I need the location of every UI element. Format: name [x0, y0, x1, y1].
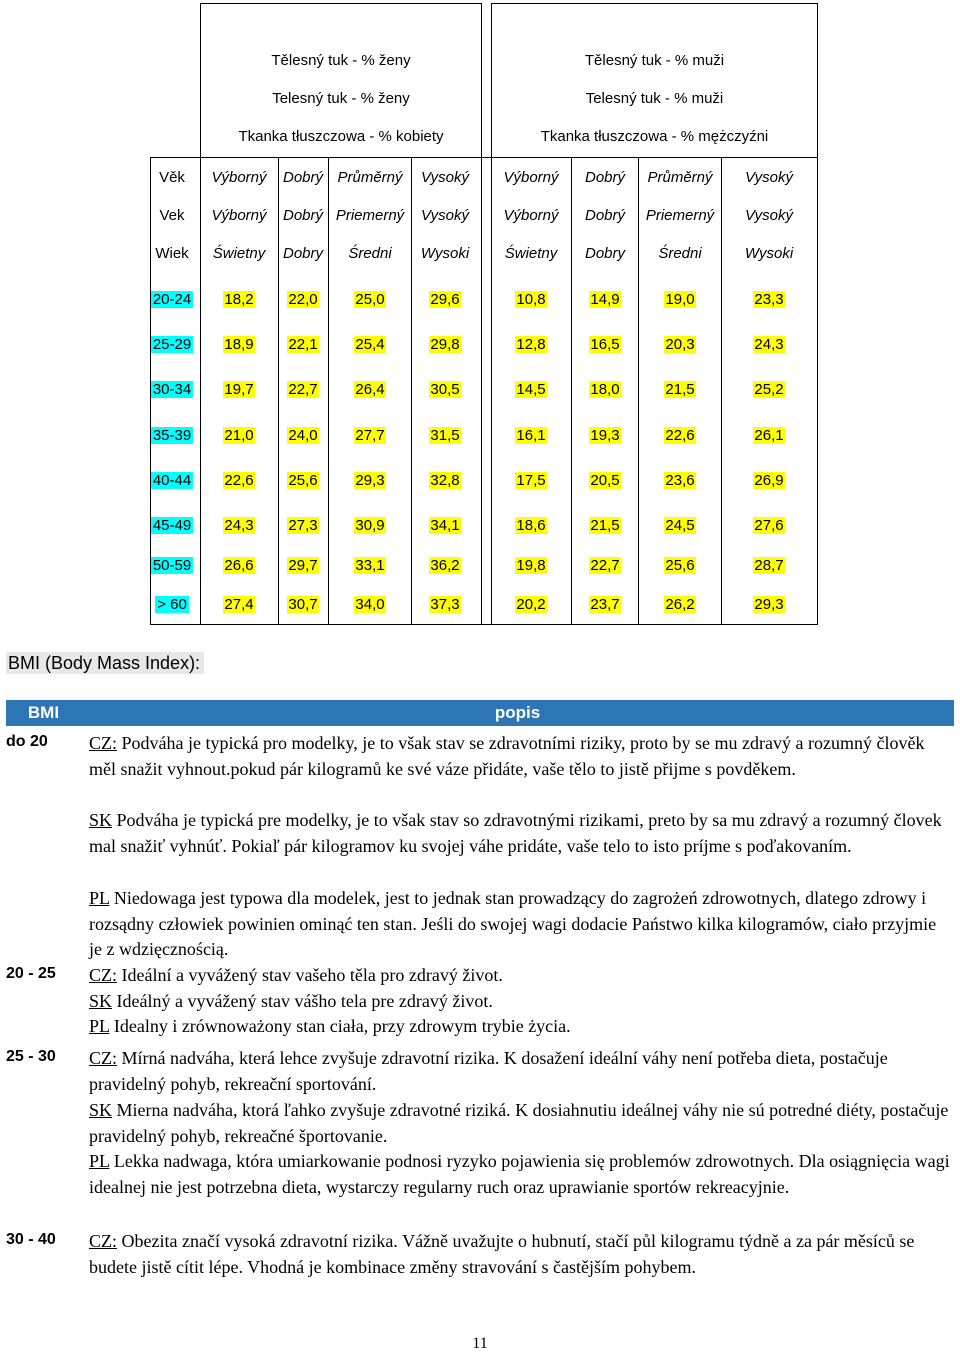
category-header: Vysoký [744, 169, 794, 186]
body-fat-value-cell [330, 427, 410, 445]
body-fat-value-cell [330, 291, 410, 309]
bmi-description-paragraph [89, 1046, 951, 1097]
body-fat-value-cell-value: 24,5 [665, 517, 695, 534]
body-fat-value-cell [565, 336, 645, 354]
category-header: Dobrý [584, 207, 625, 224]
body-fat-value-cell [330, 472, 410, 490]
body-fat-value-cell [640, 381, 720, 399]
language-code: CZ: [89, 1048, 118, 1068]
description-text: Ideální a vyvážený stav vašeho těla pro zdravý život. [117, 965, 503, 985]
category-header: Průměrný [647, 169, 713, 186]
language-code: PL [89, 1151, 110, 1171]
body-fat-value-cell [491, 291, 571, 309]
body-fat-value-cell-value: 30,9 [355, 517, 385, 534]
language-code: CZ: [89, 965, 118, 985]
body-fat-value-cell-value: 23,6 [665, 472, 695, 489]
body-fat-value-cell-value: 27,6 [754, 517, 784, 534]
body-fat-value-cell-value: 34,1 [430, 517, 460, 534]
category-header: Výborný [503, 207, 559, 224]
body-fat-value-cell-value: 18,2 [224, 291, 254, 308]
category-header: Dobrý [282, 207, 323, 224]
description-text: Ideálný a vyvážený stav vášho tela pre zdravý život. [112, 991, 493, 1011]
age-range-cell-value: 50-59 [152, 557, 192, 574]
bmi-description-paragraph [89, 808, 951, 859]
category-header: Vysoký [420, 169, 470, 186]
body-fat-value-cell [330, 336, 410, 354]
age-range-cell-value: 25-29 [152, 336, 192, 353]
bmi-description-paragraph [89, 1149, 951, 1200]
language-code: SK [89, 810, 113, 830]
body-fat-value-cell-value: 22,0 [288, 291, 318, 308]
body-fat-value-cell [640, 596, 720, 614]
description-text: Lekka nadwaga, która umiarkowanie podnosi ryzyko pojawienia się problemów zdrowotnych. Dla osiągnięcia wagi idealnej nie jest potrzebna dieta, wystarczy regularny ruch oraz uprawianie sportów rekreacyjnie. [89, 1151, 950, 1197]
body-fat-value-cell-value: 18,6 [516, 517, 546, 534]
body-fat-value-cell-value: 24,3 [754, 336, 784, 353]
body-fat-value-cell-value: 12,8 [516, 336, 546, 353]
body-fat-value-cell [565, 381, 645, 399]
men-title-sk: Telesný tuk - % muži [585, 90, 724, 107]
description-text: Idealny i zrównoważony stan ciała, przy zdrowym trybie życia. [109, 1016, 571, 1036]
body-fat-value-cell [640, 557, 720, 575]
body-fat-value-cell [565, 517, 645, 535]
age-range-cell-value: 35-39 [152, 427, 192, 444]
body-fat-value-cell-value: 25,4 [355, 336, 385, 353]
body-fat-value-cell-value: 25,6 [665, 557, 695, 574]
body-fat-value-cell-value: 37,3 [430, 596, 460, 613]
description-text: Mierna nadváha, ktorá ľahko zvyšuje zdravotné riziká. K dosiahnutiu ideálnej váhy nie sú potredné diéty, postačuje pravidelný pohyb, rekreačné športovanie. [89, 1100, 949, 1146]
body-fat-value-cell-value: 16,1 [516, 427, 546, 444]
bmi-description-paragraph [89, 989, 951, 1015]
body-fat-value-cell-value: 25,6 [288, 472, 318, 489]
body-fat-value-cell-value: 21,5 [590, 517, 620, 534]
category-header: Priemerný [335, 207, 405, 224]
body-fat-value-cell-value: 26,4 [355, 381, 385, 398]
body-fat-value-cell [491, 381, 571, 399]
body-fat-value-cell-value: 25,0 [355, 291, 385, 308]
body-fat-value-cell [729, 596, 809, 614]
body-fat-value-cell-value: 36,2 [430, 557, 460, 574]
body-fat-value-cell-value: 10,8 [516, 291, 546, 308]
body-fat-value-cell-value: 17,5 [516, 472, 546, 489]
body-fat-value-cell [565, 596, 645, 614]
category-header: Wysoki [744, 245, 794, 262]
age-range-cell-value: 30-34 [152, 381, 192, 398]
body-fat-value-cell-value: 26,9 [754, 472, 784, 489]
description-text: Niedowaga jest typowa dla modelek, jest to jednak stan prowadzący do zagrożeń zdrowotnych, dlatego zdrowy i rozsądny człowiek powinien ominąć ten stan. Jeśli do swojej wagi dodacie Państwo kilka kilogramów, ciało przyjmie je z wdzięcznością. [89, 888, 937, 959]
bmi-description-paragraph [89, 731, 951, 782]
age-range-cell [142, 472, 202, 490]
bmi-heading: BMI (Body Mass Index): [6, 652, 204, 674]
body-fat-value-cell [640, 291, 720, 309]
popis-col-header: popis [494, 703, 541, 722]
age-range-cell-value: > 60 [157, 596, 187, 613]
bmi-range-label: do 20 [6, 733, 48, 750]
body-fat-value-cell-value: 19,8 [516, 557, 546, 574]
bmi-description-paragraph [89, 886, 951, 963]
category-header: Dobry [584, 245, 625, 262]
body-fat-value-cell-value: 19,0 [665, 291, 695, 308]
bmi-description-paragraph [89, 1014, 951, 1040]
body-fat-value-cell-value: 24,3 [224, 517, 254, 534]
body-fat-value-cell-value: 18,0 [590, 381, 620, 398]
bmi-range-label: 25 - 30 [6, 1048, 56, 1065]
body-fat-value-cell-value: 27,3 [288, 517, 318, 534]
body-fat-value-cell-value: 25,2 [754, 381, 784, 398]
bmi-range-label: 20 - 25 [6, 965, 56, 982]
body-fat-value-cell [565, 427, 645, 445]
bmi-description-paragraph [89, 1098, 951, 1149]
age-header-label: Věk [159, 169, 185, 186]
body-fat-value-cell [330, 381, 410, 399]
age-range-cell [142, 596, 202, 614]
women-title-sk: Telesný tuk - % ženy [272, 90, 410, 107]
body-fat-value-cell-value: 19,3 [590, 427, 620, 444]
category-header: Výborný [211, 207, 267, 224]
body-fat-value-cell-value: 30,5 [430, 381, 460, 398]
body-fat-value-cell [491, 517, 571, 535]
body-fat-value-cell-value: 23,7 [590, 596, 620, 613]
page-number: 11 [472, 1335, 488, 1352]
body-fat-value-cell-value: 20,2 [516, 596, 546, 613]
women-title-pl: Tkanka tłuszczowa - % kobiety [238, 128, 444, 145]
age-range-cell [142, 557, 202, 575]
women-title-cz: Tělesný tuk - % ženy [271, 52, 411, 69]
body-fat-value-cell [330, 517, 410, 535]
age-range-cell-value: 45-49 [152, 517, 192, 534]
body-fat-value-cell-value: 22,6 [224, 472, 254, 489]
body-fat-value-cell [729, 427, 809, 445]
bmi-description-paragraph [89, 1229, 951, 1280]
body-fat-value-cell [405, 596, 485, 614]
description-text: Podváha je typická pro modelky, je to však stav se zdravotními riziky, proto by se mu zdravý a rozumný člověk měl snažit vyhnout.pokud pár kilogramů ke své váze přidáte, vaše tělo to jistě přijme s povděkem. [89, 733, 925, 779]
body-fat-value-cell [729, 557, 809, 575]
age-range-cell [142, 381, 202, 399]
body-fat-value-cell-value: 26,6 [224, 557, 254, 574]
body-fat-value-cell [640, 517, 720, 535]
age-range-cell [142, 427, 202, 445]
age-range-cell [142, 291, 202, 309]
bmi-range-label: 30 - 40 [6, 1231, 56, 1248]
category-header: Średni [658, 245, 702, 262]
description-text: Podváha je typická pre modelky, je to však stav so zdravotnými rizikami, preto by sa mu zdravý a rozumný človek mal snažiť vyhnúť. Pokiaľ pár kilogramov ku svojej váhe pridáte, vaše telo to isto príjme s poďakovaním. [89, 810, 942, 856]
body-fat-value-cell [491, 427, 571, 445]
language-code: PL [89, 888, 110, 908]
body-fat-value-cell-value: 29,3 [754, 596, 784, 613]
body-fat-value-cell [405, 427, 485, 445]
body-fat-value-cell-value: 29,6 [430, 291, 460, 308]
age-range-cell-value: 20-24 [152, 291, 192, 308]
body-fat-value-cell [729, 336, 809, 354]
body-fat-value-cell [405, 381, 485, 399]
body-fat-value-cell-value: 33,1 [355, 557, 385, 574]
body-fat-value-cell-value: 27,7 [355, 427, 385, 444]
body-fat-value-cell-value: 24,0 [288, 427, 318, 444]
body-fat-value-cell-value: 14,5 [516, 381, 546, 398]
body-fat-value-cell [405, 557, 485, 575]
body-fat-value-cell-value: 31,5 [430, 427, 460, 444]
body-fat-value-cell [729, 381, 809, 399]
bmi-table-header [6, 700, 954, 726]
category-header: Výborný [211, 169, 267, 186]
language-code: CZ: [89, 1231, 118, 1251]
category-header: Výborný [503, 169, 559, 186]
body-fat-value-cell [491, 336, 571, 354]
body-fat-value-cell [565, 291, 645, 309]
body-fat-value-cell-value: 30,7 [288, 596, 318, 613]
body-fat-value-cell-value: 14,9 [590, 291, 620, 308]
body-fat-value-cell [565, 472, 645, 490]
men-title-cz: Tělesný tuk - % muži [584, 52, 725, 69]
category-header: Priemerný [645, 207, 715, 224]
body-fat-value-cell [405, 291, 485, 309]
body-fat-value-cell-value: 32,8 [430, 472, 460, 489]
body-fat-value-cell-value: 22,1 [288, 336, 318, 353]
body-fat-value-cell-value: 16,5 [590, 336, 620, 353]
description-text: Obezita značí vysoká zdravotní rizika. Vážně uvažujte o hubnutí, stačí půl kilogramu týdně a za pár měsíců se budete jistě cítit lépe. Vhodná je kombinace změny stravování s častějším pohybem. [89, 1231, 915, 1277]
body-fat-value-cell [405, 336, 485, 354]
language-code: CZ: [89, 733, 118, 753]
body-fat-value-cell [330, 557, 410, 575]
body-fat-value-cell [491, 472, 571, 490]
category-header: Świetny [212, 245, 266, 262]
body-fat-value-cell-value: 23,3 [754, 291, 784, 308]
category-header: Średni [348, 245, 392, 262]
description-text: Mírná nadváha, která lehce zvyšuje zdravotní rizika. K dosažení ideální váhy není potřeba dieta, postačuje pravidelný pohyb, rekreační sportování. [89, 1048, 888, 1094]
body-fat-value-cell-value: 20,3 [665, 336, 695, 353]
category-header: Dobry [282, 245, 323, 262]
age-header-label: Vek [159, 207, 185, 224]
bmi-description-paragraph [89, 963, 951, 989]
category-header: Vysoký [420, 207, 470, 224]
body-fat-value-cell-value: 21,5 [665, 381, 695, 398]
body-fat-value-cell-value: 22,6 [665, 427, 695, 444]
category-header: Dobrý [282, 169, 323, 186]
body-fat-value-cell [330, 596, 410, 614]
category-header: Wysoki [420, 245, 470, 262]
bmi-col-header: BMI [27, 703, 60, 722]
language-code: SK [89, 1100, 113, 1120]
body-fat-value-cell [640, 336, 720, 354]
body-fat-value-cell-value: 18,9 [224, 336, 254, 353]
body-fat-value-cell-value: 29,7 [288, 557, 318, 574]
category-header: Průměrný [337, 169, 403, 186]
age-header-label: Wiek [155, 245, 189, 262]
body-fat-value-cell-value: 22,7 [288, 381, 318, 398]
body-fat-value-cell-value: 26,2 [665, 596, 695, 613]
men-title-pl: Tkanka tłuszczowa - % mężczyźni [540, 128, 769, 145]
category-header: Dobrý [584, 169, 625, 186]
body-fat-value-cell [405, 517, 485, 535]
category-header: Świetny [504, 245, 558, 262]
age-range-cell-value: 40-44 [152, 472, 192, 489]
body-fat-value-cell [729, 291, 809, 309]
language-code: SK [89, 991, 113, 1011]
body-fat-value-cell-value: 22,7 [590, 557, 620, 574]
body-fat-value-cell-value: 21,0 [224, 427, 254, 444]
body-fat-value-cell-value: 29,8 [430, 336, 460, 353]
body-fat-value-cell-value: 19,7 [224, 381, 254, 398]
body-fat-value-cell [491, 596, 571, 614]
body-fat-value-cell [640, 472, 720, 490]
body-fat-value-cell [640, 427, 720, 445]
age-range-cell [142, 336, 202, 354]
body-fat-value-cell-value: 34,0 [355, 596, 385, 613]
age-range-cell [142, 517, 202, 535]
body-fat-value-cell-value: 28,7 [754, 557, 784, 574]
category-header: Vysoký [744, 207, 794, 224]
body-fat-value-cell [729, 517, 809, 535]
body-fat-value-cell-value: 20,5 [590, 472, 620, 489]
body-fat-value-cell [729, 472, 809, 490]
body-fat-value-cell-value: 29,3 [355, 472, 385, 489]
body-fat-value-cell [405, 472, 485, 490]
body-fat-value-cell [491, 557, 571, 575]
body-fat-value-cell-value: 26,1 [754, 427, 784, 444]
body-fat-value-cell-value: 27,4 [224, 596, 254, 613]
body-fat-value-cell [565, 557, 645, 575]
language-code: PL [89, 1016, 110, 1036]
